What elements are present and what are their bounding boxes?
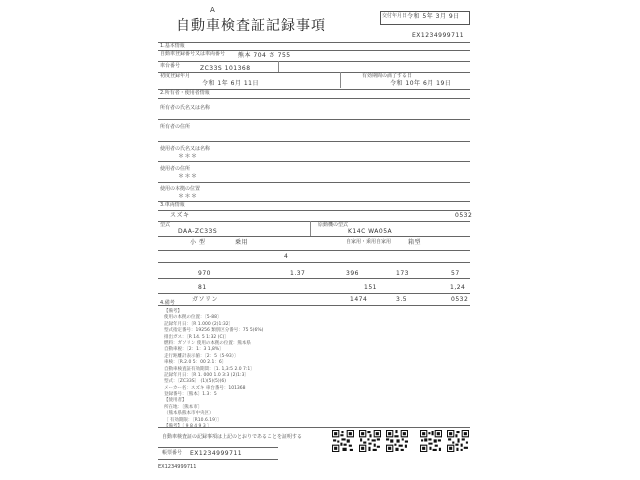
serial-value: EX1234999711 (190, 450, 243, 457)
divider (158, 72, 470, 73)
displacement-value: 1.37 (290, 270, 306, 277)
divider (158, 278, 470, 279)
note-line: 型式指定番号：19256 類別区分番号：75 5(6%) (164, 328, 264, 334)
note-line: （熊本県熊本市中央区） (164, 411, 214, 417)
divider (158, 221, 470, 222)
length-value: 396 (346, 270, 359, 277)
divider (158, 141, 470, 142)
section-basic-heading: 1.基本情報 (160, 43, 185, 49)
note-line: 使用の本拠の位置：〔5-88〕 (164, 315, 222, 321)
divider (158, 98, 470, 99)
note-line: 【備考】 (164, 309, 182, 314)
registration-value: 熊本 704 さ 755 (238, 52, 291, 59)
note-line: 【使用者】 (164, 398, 187, 404)
qr-code-icon (420, 430, 442, 452)
count-value: 1474 (350, 296, 368, 303)
model-value: DAA-ZC33S (178, 228, 218, 235)
note-line: 所在地：〔熊本市〕 (164, 404, 203, 410)
purpose-value: 乗用 (235, 239, 249, 246)
body-use-value: 小 型 (190, 239, 206, 246)
expiry-label: 有効期間の満了する日 (362, 73, 413, 79)
divider (310, 221, 311, 236)
divider (158, 42, 470, 43)
divider (158, 459, 278, 460)
capacity-value: 4 (284, 253, 289, 260)
qr-code-icon (332, 430, 354, 452)
divider (158, 447, 278, 448)
model-label: 型式 (160, 222, 171, 228)
weight-value: 970 (198, 270, 211, 277)
section-vehicle-heading: 3.車両情報 (160, 202, 185, 208)
document-number: EX1234999711 (412, 32, 465, 39)
user-address-value: ＊＊＊ (178, 173, 198, 180)
registration-label: 自動車登録番号又は車両番号 (160, 51, 226, 57)
qr-code-icon (447, 430, 469, 452)
user-address-label: 使用者の住所 (160, 166, 191, 172)
note-line: 型式：〔ZC33S〕 (1)(5)(5)(6) (164, 379, 226, 385)
bottom-id: EX1234999711 (158, 464, 197, 470)
divider (158, 293, 470, 294)
note-line: 記録年月日：〔R 1. 000 1.0 3:3 (2)1:3〕 (164, 372, 249, 378)
serial-label: 帳票番号 (162, 450, 183, 456)
owner-address-label: 所有者の住所 (160, 124, 191, 130)
vin-value: ZC33S 101368 (200, 65, 251, 72)
body-type-value: 自家用・乗用自家用 (346, 239, 392, 245)
note-line: 自動車税：〔2：1：3 1,8%〕 (164, 347, 224, 353)
vehicle-inspection-record-page (150, 5, 475, 473)
divider (158, 262, 470, 263)
qr-code-icon (359, 430, 381, 452)
divider (158, 182, 470, 183)
divider (158, 250, 470, 251)
maker-value: スズキ (170, 212, 190, 219)
header-mark: A (210, 6, 215, 14)
vin-label: 車台番号 (160, 63, 181, 69)
qr-code-icon (386, 430, 408, 452)
owner-name-label: 所有者の氏名又は名称 (160, 105, 211, 111)
vehicle-code: 0532 (455, 212, 473, 219)
divider (158, 427, 470, 428)
engine-value: K14C WA05A (348, 228, 393, 235)
first-registration-label: 初度登録年月 (160, 73, 191, 79)
divider (158, 119, 470, 120)
divider (158, 161, 470, 162)
base-location-value: ＊＊＊ (178, 193, 198, 200)
fuel-value: ガソリン (192, 296, 219, 303)
note-line: 自動車検査証有効期間：〔1. 1,3:5 2.0 7:1〕 (164, 366, 255, 372)
issue-date-label: 交付年月日 (382, 13, 408, 19)
document-title: 自動車検査証記録事項 (176, 18, 326, 34)
note-line: メーカー名：スズキ 車台番号：101368 (164, 385, 246, 391)
base-location-label: 使用の本拠の位置 (160, 186, 201, 192)
note-line: 走行距離計表示値：〔2：5（5-93）〕 (164, 353, 239, 359)
note-line: 〔 有効期限：〔R10.6.19〕〕 (164, 417, 222, 423)
note-line: 排出ガス：〔R 14. 5 1:32 (C)〕 (164, 334, 229, 340)
expiry-value: 令和 10年 6月 19日 (390, 80, 452, 87)
issue-date-value: 令和 5年 3月 9日 (407, 13, 460, 20)
front-axle-value: 57 (451, 270, 460, 277)
rear-axle-value: 81 (198, 284, 207, 291)
note-line: 車検：〔R.2.0 5：00 2.1：6〕 (164, 360, 227, 366)
note-line: 記録年月日：〔R 1.000 (2)1:32〕 (164, 321, 234, 327)
divider (340, 72, 341, 88)
width-value: 173 (396, 270, 409, 277)
divider (158, 236, 470, 237)
code-value: 0532 (451, 296, 469, 303)
notes-block (164, 308, 364, 429)
divider (158, 210, 470, 211)
divider (278, 61, 279, 72)
engine-label: 原動機の型式 (318, 222, 349, 228)
divider (158, 305, 470, 306)
section-owner-heading: 2.所有者・使用者情報 (160, 90, 210, 96)
user-name-label: 使用者の氏名又は名称 (160, 146, 211, 152)
divider (158, 201, 470, 202)
note-line: 燃料：ガソリン 使用の本拠の位置：熊本県 (164, 340, 251, 346)
user-name-value: ＊＊＊ (178, 153, 198, 160)
divider (158, 61, 470, 62)
first-registration-value: 令和 1年 6月 11日 (202, 80, 259, 87)
certification-note: 自動車検査証の記録事項は上記のとおりであることを証明する (162, 434, 303, 440)
gross-weight-value: 1,24 (450, 284, 466, 291)
wheelbase-value: 3.5 (396, 296, 408, 303)
note-line: 【備考】〔 9 8 4 9 3 〕 (164, 424, 212, 430)
height-value: 151 (364, 284, 377, 291)
note-line: 登録番号：〔熊本〕1.3：5 (164, 392, 217, 398)
notes-heading: 4.備考 (160, 300, 175, 306)
body-shape-value: 箱型 (408, 239, 422, 246)
